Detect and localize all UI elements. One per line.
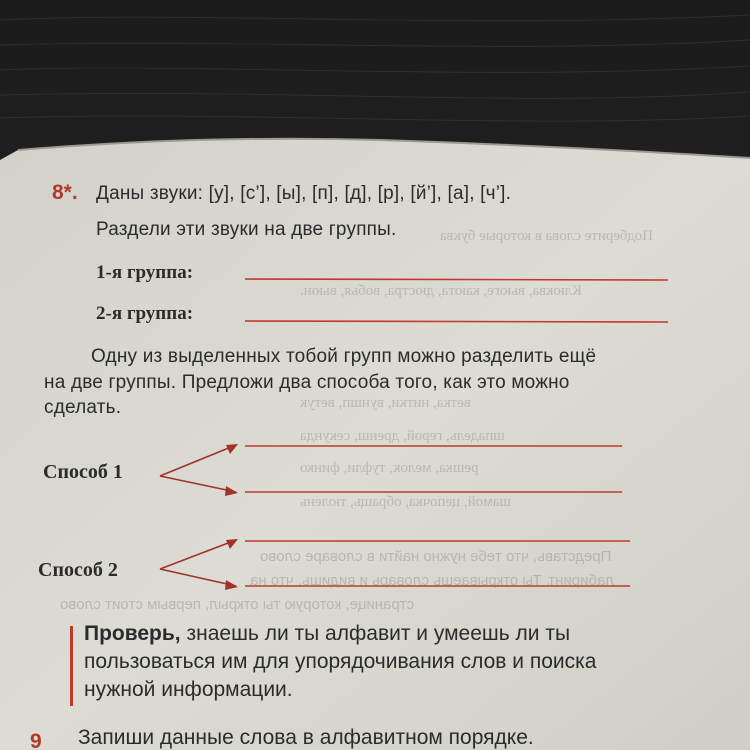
task-number: 8*.: [52, 181, 78, 204]
show-through-text: лабиринт. Ты открываешь словарь и видишь, что на: [250, 572, 615, 589]
check-bold: Проверь,: [84, 622, 181, 645]
show-through-text: странице, которую ты открыл, первым стоит слово: [60, 596, 415, 613]
check-line-rest: знаешь ли ты алфавит и умеешь ли ты: [186, 622, 571, 645]
check-box-red-bar: [70, 626, 73, 706]
method1-label: Способ 1: [43, 461, 123, 483]
check-line: [84, 622, 570, 646]
task-line: Раздели эти звуки на две группы.: [96, 219, 397, 240]
group2-label: 2-я группа:: [96, 303, 194, 324]
method2-label: Способ 2: [38, 559, 118, 581]
task-line: Запиши данные слова в алфавитном порядке.: [78, 726, 534, 749]
task-line: Даны звуки: [у], [с’], [ы], [п], [д], [р], [й’], [а], [ч’].: [96, 183, 512, 204]
show-through-text: шпадель, герой, дренш, секунда: [300, 428, 505, 444]
paragraph-line: сделать.: [44, 397, 122, 418]
group2-answer-line: [245, 321, 668, 322]
paragraph-line: Одну из выделенных тобой групп можно разделить ещё: [91, 346, 597, 367]
show-through-text: шамой, цепочка, обращь, тюлень: [300, 494, 511, 510]
group1-label: 1-я группа:: [96, 262, 194, 283]
paragraph-line: на две группы. Предложи два способа того, как это можно: [44, 372, 570, 393]
show-through-text: Представь, что тебе нужно найти в словаре слово: [260, 548, 612, 565]
check-line: пользоваться им для упорядочивания слов и поиска: [84, 650, 597, 673]
show-through-text: решка, мелок, туфли, финко: [300, 460, 479, 476]
show-through-text: Клюква, вьюге, каюта, дюстра, вобья, вьюн.: [300, 283, 583, 299]
task-number: 9: [30, 730, 42, 750]
show-through-text: ветка, нитки, вуншп, ветук: [300, 395, 471, 411]
group1-answer-line: [245, 279, 668, 280]
check-line: нужной информации.: [84, 678, 293, 701]
show-through-text: Подберите слова в которые буква: [440, 228, 653, 244]
